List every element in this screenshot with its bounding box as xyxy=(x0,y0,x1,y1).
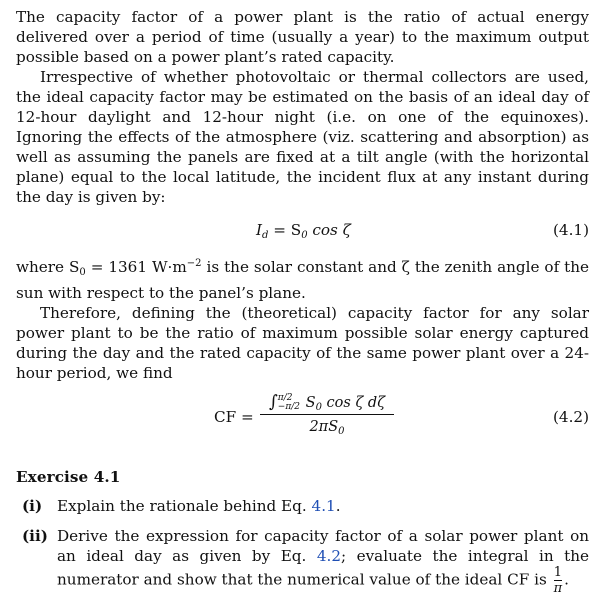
exercise-heading: Exercise 4.1 xyxy=(16,468,121,486)
equation-4-1 xyxy=(16,220,589,240)
equation-4-1-formula: $I_d = S_0$ cos ζ xyxy=(256,221,351,241)
document-page xyxy=(16,7,589,605)
equation-number: (4.2) xyxy=(552,408,589,426)
exercise-item-label: (i) xyxy=(22,497,43,515)
equation-reference-link[interactable]: 4.1 xyxy=(311,497,336,515)
equation-4-2-numerator: ∫ π/2 −π/2 $S_0$ cos ζ dζ xyxy=(268,392,386,413)
fraction-one-over-pi: $\frac{1}{\pi}$ xyxy=(553,565,563,596)
exercise-item-i: (i) Explain the rationale behind Eq. 4.1. xyxy=(22,497,341,515)
equation-number: (4.1) xyxy=(552,221,589,239)
paragraph-capacity-factor-definition: The capacity factor of a power plant is the ratio of actual energy delivered over a period of time (usually a year) to the maximum output possible based on a power plant’s rated capacity. xyxy=(16,8,589,66)
equation-4-2-lhs: CF = xyxy=(214,408,254,426)
exercise-item-label: (ii) xyxy=(22,527,48,545)
equation-reference-link[interactable]: 4.2 xyxy=(316,547,341,565)
equation-4-2-fraction xyxy=(260,391,394,442)
fraction-bar xyxy=(260,414,394,415)
equation-4-2-denominator: $2\pi S_0$ xyxy=(309,419,345,437)
equation-4-2 xyxy=(16,391,589,445)
paragraph-ideal-day-assumptions: Irrespective of whether photovoltaic or thermal collectors are used, the ideal capacity factor may be estimated on the basis of an ideal day of 12-hour daylight and 12-hour night (i.e. on one of the equinoxes). Ignoring the effects of the atmosphere (viz. scattering and absorption) as well as assuming the panels are fixed at a tilt angle (with the horizontal plane) equal to the local latitude, the incident flux at any instant during the day is given by: xyxy=(16,68,589,206)
paragraph-solar-constant: where $S_0 = 1361$ $W\cdot m^{-2}$ is the solar constant and ζ the zenith angle of the sun with respect to the panel’s plane. xyxy=(16,258,590,302)
exercise-item-ii: (ii) Derive the expression for capacity factor of a solar power plant on an ideal day as given by Eq. 4.2; evaluate the integral in the numerator and show that the numerical value of the ideal CF is $\frac{1}{\pi}$ . xyxy=(22,527,589,596)
paragraph-theoretical-capacity-factor: Therefore, defining the (theoretical) capacity factor for any solar power plant to be the ratio of maximum possible solar energy captured during the day and the rated capacity of the same power plant over a 24-hour period, we find xyxy=(16,304,589,382)
